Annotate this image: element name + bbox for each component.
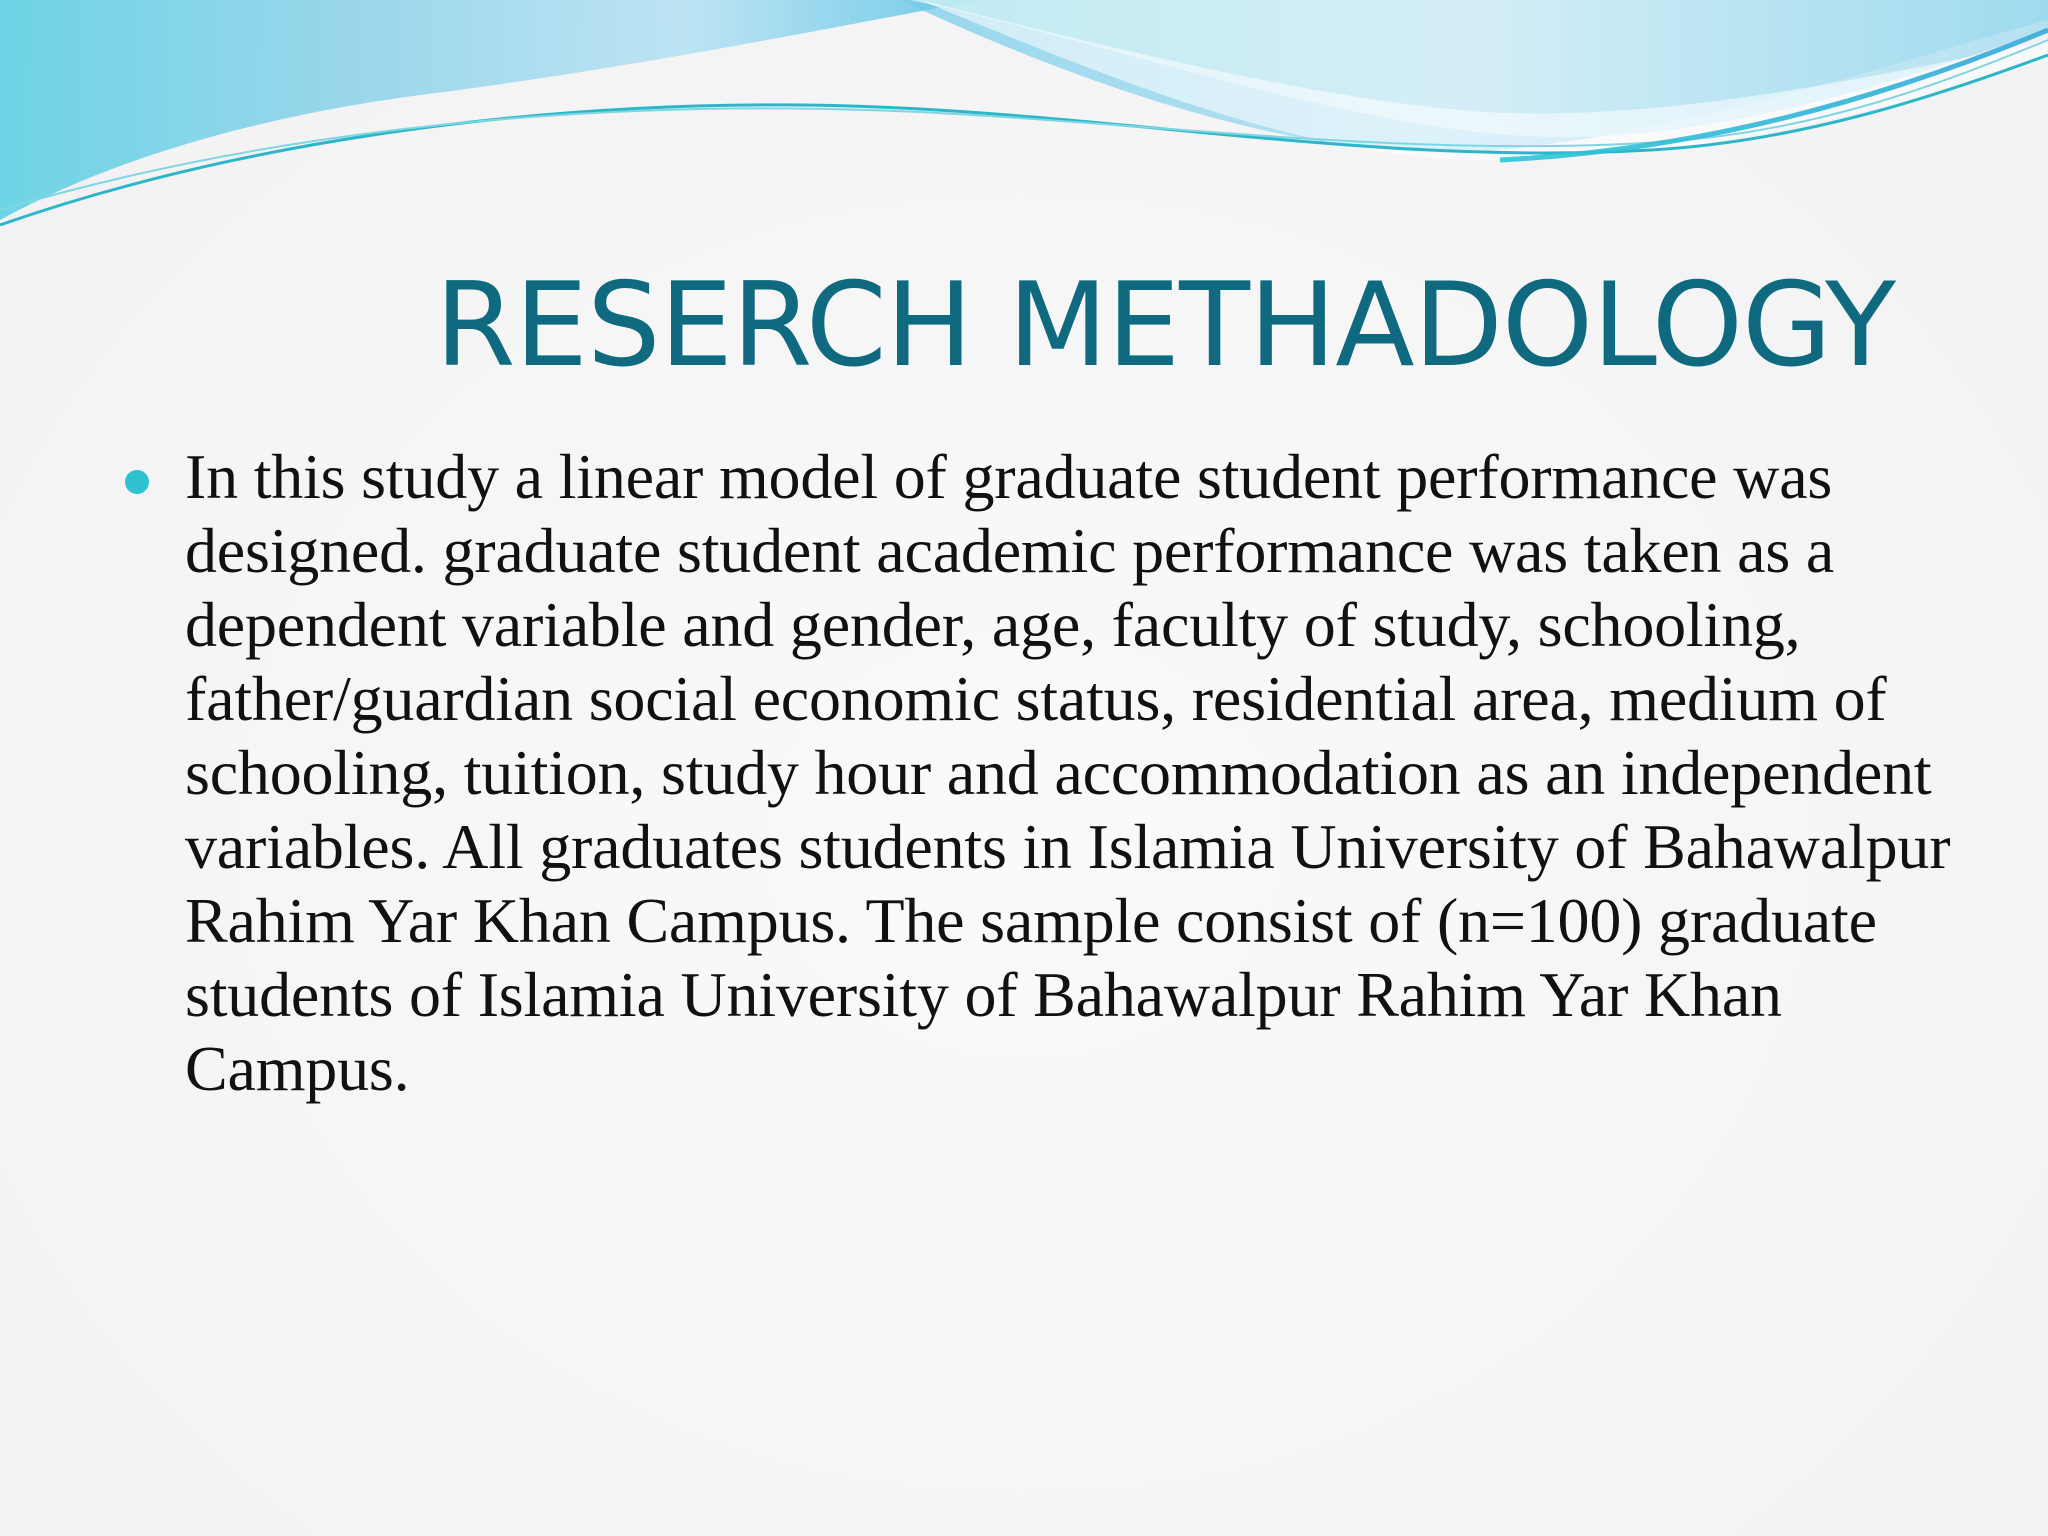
decorative-wave-header [0,0,2048,260]
bullet-item: In this study a linear model of graduate student performance was designed. graduate student academic performance was taken as a dependent variable and gender, age, faculty of study, schooling, father/guardian social economic status, residential area, medium of schooling, tuition, study hour and accommodation as an independent variables. All graduates students in Islamia University of Bahawalpur Rahim Yar Khan Campus. The sample consist of (n=100) graduate students of Islamia University of Bahawalpur Rahim Yar Khan Campus. [185,441,1951,1104]
slide-title: RESERCH METHADOLOGY [435,258,1895,393]
bullet-dot-icon [125,470,149,494]
